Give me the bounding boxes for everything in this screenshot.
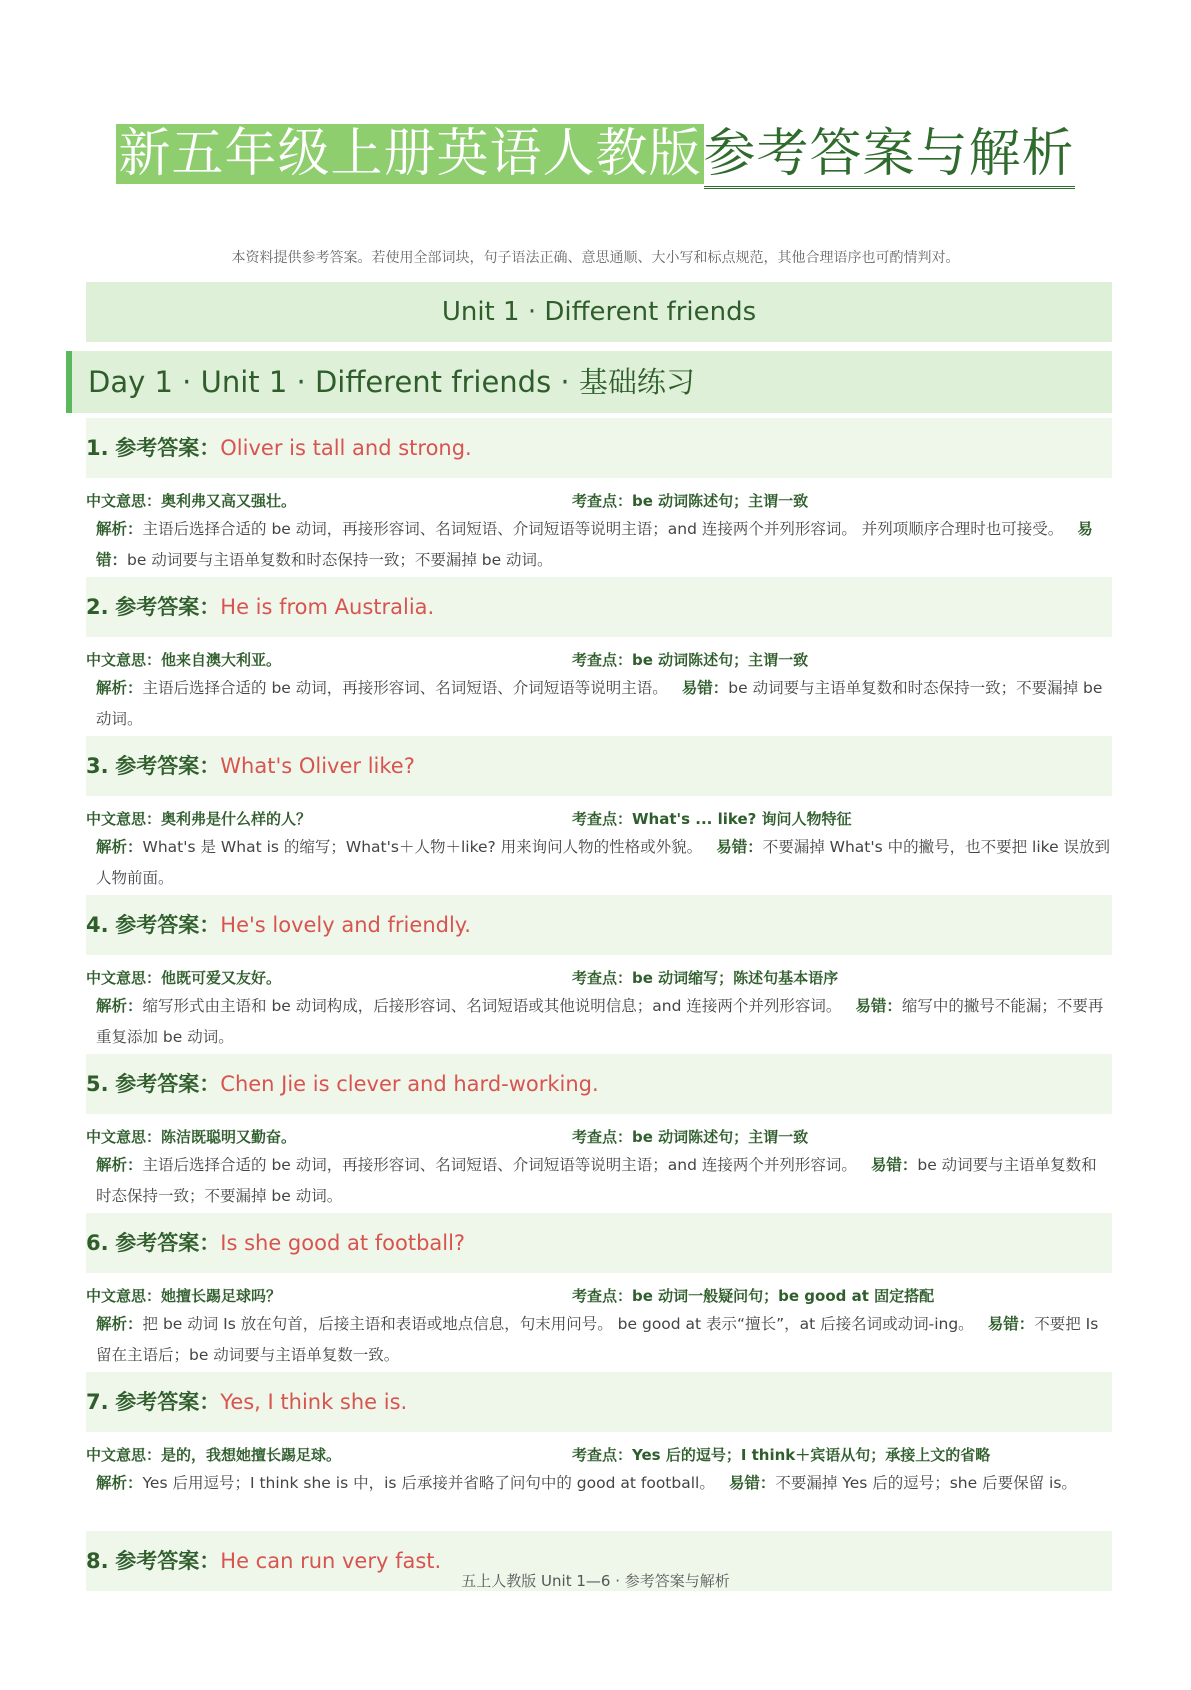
answer-label: 参考答案：: [115, 754, 221, 778]
analysis: [86, 1468, 1112, 1499]
scoring-note: 本资料提供参考答案。若使用全部词块，句子语法正确、意思通顺、大小写和标点规范，其他合理语序也可酌情判对。: [231, 250, 960, 266]
analysis-text: Yes 后用逗号；I think she is 中，is 后承接并省略了问句中的 good at football。: [142, 1474, 715, 1492]
meta-row: [86, 1120, 1112, 1150]
analysis: [86, 1309, 1112, 1371]
meaning-text: 他既可爱又友好。: [161, 969, 282, 987]
answer-label: 参考答案：: [115, 1072, 221, 1096]
item-number: 8.: [86, 1549, 109, 1573]
answer-text: He's lovely and friendly.: [220, 913, 471, 937]
answer-text: Is she good at football?: [220, 1231, 466, 1255]
answer-bar: [86, 1213, 1112, 1273]
keypoint-label: 考查点：: [572, 969, 633, 987]
analysis-label: 解析：: [96, 520, 143, 538]
keypoint: [572, 490, 808, 511]
meta-row: [86, 961, 1112, 991]
analysis: [86, 832, 1112, 894]
analysis-text: 主语后选择合适的 be 动词，再接形容词、名词短语、介词短语等说明主语。: [142, 679, 668, 697]
answer-label: 参考答案：: [115, 913, 221, 937]
meaning: [86, 1444, 341, 1465]
mistake-text: 不要漏掉 What's 中的撇号，也不要把 like 误放到人物前面。: [96, 838, 1111, 887]
meaning-text: 奥利弗又高又强壮。: [161, 492, 297, 510]
mistake-text: be 动词要与主语单复数和时态保持一致；不要漏掉 be 动词。: [96, 679, 1103, 728]
analysis-label: 解析：: [96, 679, 143, 697]
item-number: 6.: [86, 1231, 109, 1255]
meta-row: [86, 643, 1112, 673]
mistake-label: 易错：: [870, 1156, 918, 1174]
meaning-label: 中文意思：: [86, 1446, 162, 1464]
meaning-label: 中文意思：: [86, 969, 162, 987]
keypoint: [572, 649, 808, 670]
page-footer: 五上人教版 Unit 1—6 · 参考答案与解析: [461, 1572, 730, 1590]
meaning: [86, 808, 311, 829]
meta-row: [86, 1279, 1112, 1309]
analysis-label: 解析：: [96, 997, 143, 1015]
answer-bar: [86, 1054, 1112, 1114]
answer-bar: [86, 895, 1112, 955]
answer-label: 参考答案：: [115, 1390, 221, 1414]
mistake-label: 易错：: [987, 1315, 1035, 1333]
meaning-label: 中文意思：: [86, 810, 162, 828]
unit-banner: Unit 1 · Different friends: [86, 282, 1112, 342]
meta-row: [86, 1438, 1112, 1468]
mistake-label: 易错：: [681, 679, 729, 697]
day-banner: Day 1 · Unit 1 · Different friends · 基础练习: [66, 351, 1112, 413]
keypoint-text: be 动词一般疑问句；be good at 固定搭配: [632, 1287, 935, 1305]
keypoint-text: be 动词陈述句；主谓一致: [632, 1128, 809, 1146]
meaning: [86, 1126, 296, 1147]
meaning-label: 中文意思：: [86, 651, 162, 669]
analysis-text: 把 be 动词 Is 放在句首，后接主语和表语或地点信息，句末用问号。 be good at 表示“擅长”，at 后接名词或动词-ing。: [142, 1315, 974, 1333]
meaning-label: 中文意思：: [86, 492, 162, 510]
answer-bar: [86, 418, 1112, 478]
mistake-text: 缩写中的撇号不能漏；不要再重复添加 be 动词。: [96, 997, 1104, 1046]
answer-bar: [86, 577, 1112, 637]
meaning-label: 中文意思：: [86, 1287, 162, 1305]
analysis-label: 解析：: [96, 1315, 143, 1333]
item-number: 7.: [86, 1390, 109, 1414]
keypoint-label: 考查点：: [572, 1446, 633, 1464]
answer-text: What's Oliver like?: [220, 754, 415, 778]
analysis-text: What's 是 What is 的缩写；What's＋人物＋like? 用来询问人物的性格或外貌。: [142, 838, 703, 856]
meaning-text: 是的，我想她擅长踢足球。: [161, 1446, 342, 1464]
item-number: 1.: [86, 436, 109, 460]
keypoint-label: 考查点：: [572, 1128, 633, 1146]
analysis-text: 主语后选择合适的 be 动词，再接形容词、名词短语、介词短语等说明主语；and 连接两个并列形容词。: [142, 1156, 857, 1174]
answer-text: He is from Australia.: [220, 595, 435, 619]
keypoint: [572, 1444, 990, 1465]
answer-bar: [86, 736, 1112, 796]
mistake-label: 易错：: [96, 520, 1093, 569]
analysis: [86, 991, 1112, 1053]
mistake-text: 不要漏掉 Yes 后的逗号；she 后要保留 is。: [775, 1474, 1077, 1492]
analysis-label: 解析：: [96, 1474, 143, 1492]
answer-item-3: [86, 736, 1112, 895]
title-highlight: 新五年级上册英语人教版: [118, 124, 702, 184]
answer-bar: [86, 1372, 1112, 1432]
keypoint: [572, 808, 852, 829]
answer-label: 参考答案：: [115, 595, 221, 619]
item-number: 2.: [86, 595, 109, 619]
analysis: [86, 1150, 1112, 1212]
keypoint-text: be 动词陈述句；主谓一致: [632, 492, 809, 510]
keypoint-text: be 动词缩写；陈述句基本语序: [632, 969, 839, 987]
title-rest: 参考答案与解析: [704, 124, 1075, 189]
answer-item-5: [86, 1054, 1112, 1213]
answer-text: Yes, I think she is.: [220, 1390, 408, 1414]
item-number: 3.: [86, 754, 109, 778]
mistake-text: be 动词要与主语单复数和时态保持一致；不要漏掉 be 动词。: [127, 551, 553, 569]
meaning-text: 她擅长踢足球吗？: [161, 1287, 282, 1305]
mistake-label: 易错：: [728, 1474, 776, 1492]
keypoint-label: 考查点：: [572, 492, 633, 510]
meaning-label: 中文意思：: [86, 1128, 162, 1146]
mistake-text: be 动词要与主语单复数和时态保持一致；不要漏掉 be 动词。: [96, 1156, 1097, 1205]
answer-text: He can run very fast.: [220, 1549, 442, 1573]
keypoint-text: What's ... like? 询问人物特征: [632, 810, 852, 828]
answer-item-7: [86, 1372, 1112, 1531]
mistake-label: 易错：: [716, 838, 763, 856]
analysis-text: 主语后选择合适的 be 动词，再接形容词、名词短语、介词短语等说明主语；and 连接两个并列形容词。 并列项顺序合理时也可接受。: [142, 520, 1064, 538]
keypoint-label: 考查点：: [572, 651, 633, 669]
meta-row: [86, 484, 1112, 514]
mistake-text: 不要把 Is 留在主语后；be 动词要与主语单复数一致。: [96, 1315, 1099, 1364]
analysis-label: 解析：: [96, 838, 143, 856]
keypoint-text: Yes 后的逗号；I think＋宾语从句；承接上文的省略: [632, 1446, 991, 1464]
meaning-text: 陈洁既聪明又勤奋。: [161, 1128, 297, 1146]
meta-row: [86, 802, 1112, 832]
mistake-label: 易错：: [855, 997, 902, 1015]
meaning: [86, 1285, 281, 1306]
meaning-text: 他来自澳大利亚。: [161, 651, 282, 669]
keypoint-label: 考查点：: [572, 1287, 633, 1305]
answer-label: 参考答案：: [115, 436, 221, 460]
answer-item-2: [86, 577, 1112, 736]
meaning: [86, 490, 296, 511]
page-title: [0, 112, 1191, 196]
analysis-text: 缩写形式由主语和 be 动词构成，后接形容词、名词短语或其他说明信息；and 连接两个并列形容词。: [142, 997, 842, 1015]
answer-item-6: [86, 1213, 1112, 1372]
answer-text: Oliver is tall and strong.: [220, 436, 472, 460]
answer-label: 参考答案：: [115, 1231, 221, 1255]
item-number: 5.: [86, 1072, 109, 1096]
meaning: [86, 649, 281, 670]
analysis-label: 解析：: [96, 1156, 143, 1174]
keypoint-text: be 动词陈述句；主谓一致: [632, 651, 809, 669]
analysis: [86, 514, 1112, 576]
answer-item-1: [86, 418, 1112, 577]
keypoint: [572, 1285, 934, 1306]
keypoint: [572, 1126, 808, 1147]
answer-item-8: [86, 1531, 1112, 1690]
answer-item-4: [86, 895, 1112, 1054]
answer-label: 参考答案：: [115, 1549, 221, 1573]
answer-list: [86, 418, 1112, 1690]
answer-text: Chen Jie is clever and hard-working.: [220, 1072, 599, 1096]
meaning: [86, 967, 281, 988]
keypoint: [572, 967, 838, 988]
item-number: 4.: [86, 913, 109, 937]
analysis: [86, 673, 1112, 735]
keypoint-label: 考查点：: [572, 810, 633, 828]
meaning-text: 奥利弗是什么样的人？: [161, 810, 312, 828]
